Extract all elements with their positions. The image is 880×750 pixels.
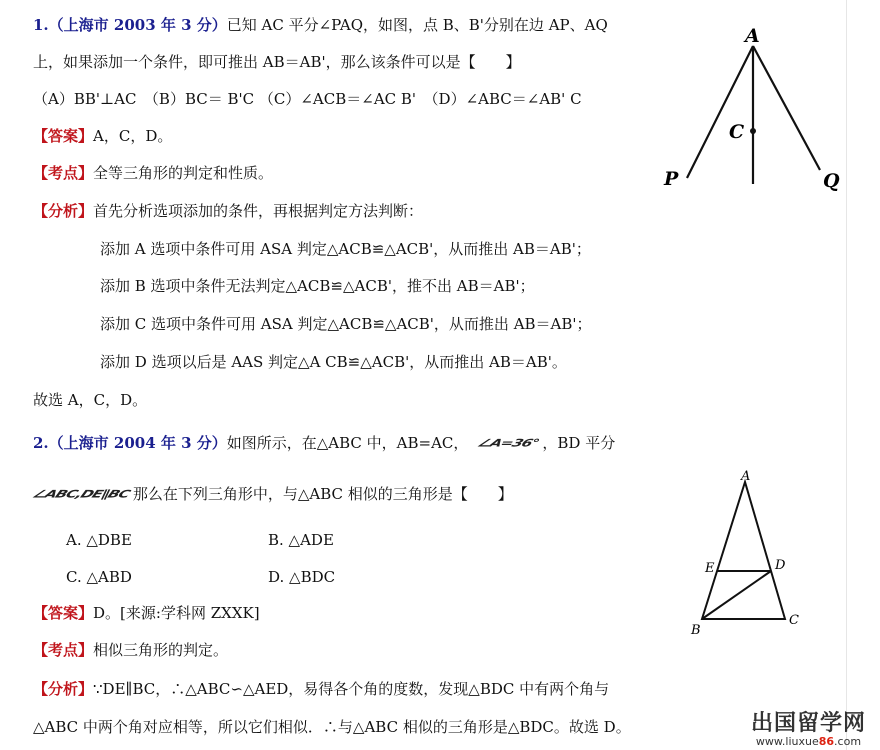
q1-ray-aq — [753, 46, 820, 170]
q2-analysis-line-2: △ABC 中两个角对应相等，所以它们相似．∴与△ABC 相似的三角形是△BDC。故选 D。 — [33, 718, 631, 736]
q1-angle-figure — [655, 20, 855, 195]
q1-analysis-text: 首先分析选项添加的条件，再根据判定方法判断： — [93, 202, 424, 220]
q2-triangle-abc — [702, 482, 785, 619]
q1-label-q: Q — [823, 170, 840, 192]
q2-option-a: A. △DBE — [66, 531, 132, 549]
q2-stem-a: 如图所示，在△ABC 中，AB=AC， — [226, 434, 469, 452]
q1-point-text: 全等三角形的判定和性质。 — [93, 164, 274, 182]
watermark-brand: 出国留学网 — [750, 711, 866, 736]
q1-answer-text: A，C，D。 — [93, 127, 173, 145]
q1-analysis-tag: 【分析】 — [33, 202, 94, 220]
q2-triangle-figure — [685, 468, 815, 640]
q2-stem-a2: ，BD 平分 — [542, 434, 616, 452]
q2-label-a: A — [741, 469, 751, 484]
q1-stem-line-1 — [33, 15, 608, 35]
q1-options: （A）BB'⊥AC （B）BC＝ B'C （C）∠ACB＝∠AC B' （D）∠ABC＝∠AB' C — [33, 90, 582, 108]
q2-option-b: B. △ADE — [268, 531, 334, 549]
q1-analysis — [33, 201, 423, 221]
q2-answer-tag: 【答案】 — [33, 604, 94, 622]
q1-label-p: P — [664, 168, 679, 190]
q2-stem-line-2 — [30, 484, 513, 504]
q2-number: 2.（上海市 2004 年 3 分） — [33, 434, 227, 452]
q2-stem-line-1 — [33, 433, 615, 453]
q2-analysis-line-1 — [33, 679, 609, 699]
q1-step-1: 添加 A 选项中条件可用 ASA 判定△ACB≌△ACB'，从而推出 AB＝AB'； — [100, 240, 591, 258]
q1-label-a: A — [745, 25, 760, 47]
q2-analysis-tag: 【分析】 — [33, 680, 94, 698]
q1-stem-line-2: 上，如果添加一个条件，即可推出 AB＝AB'，那么该条件可以是【 】 — [33, 53, 521, 71]
q2-option-c: C. △ABD — [66, 568, 132, 586]
q1-point-tag: 【考点】 — [33, 164, 94, 182]
q2-point — [33, 640, 228, 660]
q2-segment-bd — [702, 571, 771, 619]
q1-stem-a: 已知 AC 平分∠PAQ，如图，点 B、B'分别在边 AP、AQ — [226, 16, 608, 34]
q1-step-4: 添加 D 选项以后是 AAS 判定△A CB≌△ACB'，从而推出 AB＝AB'。 — [100, 353, 567, 371]
q1-conclusion: 故选 A，C，D。 — [33, 391, 148, 409]
q1-number: 1.（上海市 2003 年 3 分） — [33, 16, 227, 34]
watermark-url-a: www.liuxue — [755, 735, 819, 748]
watermark — [751, 712, 866, 748]
q2-garbled-formula-2: ∠ABC,DE∥BC — [30, 487, 132, 501]
q2-option-d: D. △BDC — [268, 568, 336, 586]
q1-label-c: C — [729, 121, 745, 143]
q1-point-c — [750, 128, 756, 134]
q2-analysis-text-a: ∵DE∥BC，∴△ABC∽△AED，易得各个角的度数，发现△BDC 中有两个角与 — [93, 680, 610, 698]
q1-point — [33, 163, 273, 183]
q1-step-3: 添加 C 选项中条件可用 ASA 判定△ACB≌△ACB'，从而推出 AB＝AB'； — [100, 315, 592, 333]
watermark-url-b: 86 — [818, 735, 835, 748]
q2-stem-b: 那么在下列三角形中，与△ABC 相似的三角形是【 】 — [132, 485, 513, 503]
q2-point-text: 相似三角形的判定。 — [93, 641, 229, 659]
q2-answer-text: D。[来源:学科网 ZXXK] — [93, 604, 260, 622]
q1-answer-tag: 【答案】 — [33, 127, 94, 145]
q2-label-b: B — [691, 623, 701, 638]
q2-answer — [33, 603, 260, 623]
q2-label-e: E — [705, 561, 715, 576]
watermark-url — [751, 736, 866, 748]
q2-label-c: C — [789, 613, 799, 628]
q2-point-tag: 【考点】 — [33, 641, 94, 659]
q2-label-d: D — [775, 558, 786, 573]
q1-ray-ap — [687, 46, 753, 178]
q1-step-2: 添加 B 选项中条件无法判定△ACB≌△ACB'，推不出 AB＝AB'； — [100, 277, 535, 295]
q1-answer — [33, 126, 172, 146]
watermark-url-c: .com — [834, 735, 862, 748]
q2-garbled-formula-1: ∠A=36° — [475, 436, 542, 450]
